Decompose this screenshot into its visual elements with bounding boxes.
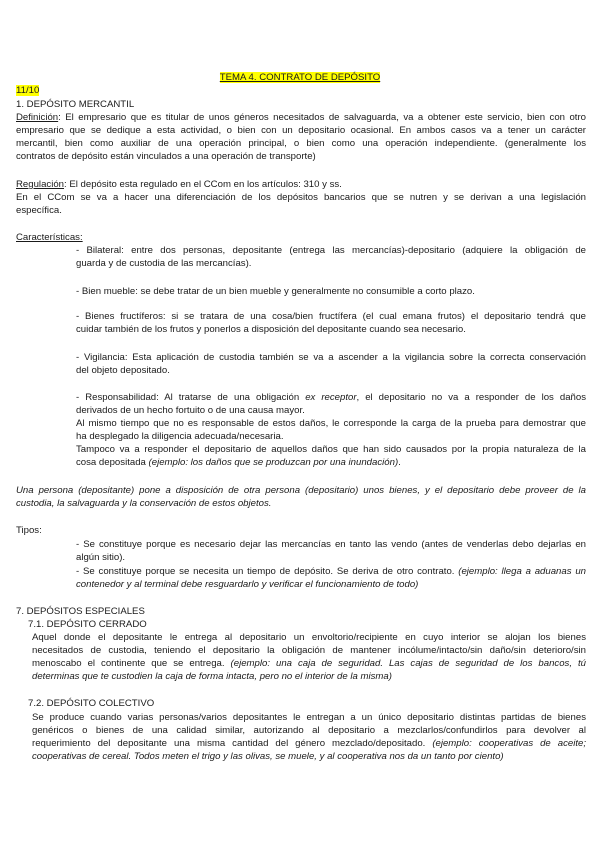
section7-2-heading: 7.2. DEPÓSITO COLECTIVO — [28, 698, 155, 709]
definition-paragraph: Definición: El empresario que es titular de unos géneros necesitados de salvaguarda, va a obtener este servicio, bien con otro empresario que se dedique a esta actividad, o bien con un depositario ocasional. En ambos casos va a tener un carácter mercantil, bien como auxiliar de una operación principal, o bien como una operación independiente. (generalmente los contratos de depósito están vinculados a una operación de transporte) — [16, 112, 586, 162]
tipo-2: - Se constituye porque se necesita un tiempo de depósito. Se deriva de otro contrato. (ejemplo: llega a aduanas un contenedor y al terminal debe resguardarlo y verificar el funcionamiento de todo) — [76, 566, 586, 590]
char-responsabilidad: - Responsabilidad: Al tratarse de una obligación ex receptor, el depositario no va a responder de los daños derivados de un hecho fortuito o de una causa mayor. Al mismo tiempo que no es responsable de estos daños, le corresponde la carga de la prueba para demostrar que ha desplegado la diligencia adecuada/necesaria. Tampoco va a responder el depositario de aquellos daños que han sido causados por la propia naturaleza de la cosa depositada (ejemplo: los daños que se produzcan por una inundación). — [76, 392, 586, 468]
summary-paragraph: Una persona (depositante) pone a disposición de otra persona (depositario) unos bienes, y el depositario debe proveer de la custodia, la salvaguarda y la conservación de estos objetos. — [16, 485, 586, 509]
characteristics-label: Características: — [16, 232, 83, 243]
section1-heading: 1. DEPÓSITO MERCANTIL — [16, 99, 135, 110]
char-bilateral: - Bilateral: entre dos personas, depositante (entrega las mercancías)-depositario (adquiere la obligación de guarda y de custodia de las mercancías). — [76, 245, 586, 269]
tipo-1: - Se constituye porque es necesario dejar las mercancías en tanto las vendo (antes de venderlas debo dejarlas en algún sitio). — [76, 539, 586, 563]
regulation-label: Regulación — [16, 179, 65, 190]
regulation-paragraph: Regulación: El depósito esta regulado en el CCom en los artículos: 310 y ss. En el CCom se va a hacer una diferenciación de los depósitos bancarios que se nutren y se derivan a una legislación específica. — [16, 179, 586, 216]
deposito-cerrado-paragraph: Aquel donde el depositante le entrega al depositario un envoltorio/recipiente en cuyo interior se alojan los bienes necesitados de custodia, teniendo el depositario la obligación de mantener incólume/intacto/sin daño/sin deterioro/sin menoscabo el continente que se entrega. (ejemplo: una caja de seguridad. Las cajas de seguridad de los bancos, tú determinas que te custodien la caja de forma intacta, pero no el interior de la misma) — [32, 632, 586, 682]
deposito-colectivo-paragraph: Se produce cuando varias personas/varios depositantes le entregan a un único depositario distintas partidas de bienes genéricos o bienes de una calidad similar, autorizando al depositario a mezclarlos/confundirlos para devolver al requerimiento del depositante una misma cantidad del género mezclado/depositado. (ejemplo: cooperativas de aceite; cooperativas de cereal. Todos meten el trigo y las olivas, se muele, y al cooperativa nos da un tanto por ciento) — [32, 712, 587, 762]
char-bienes-fructiferos: - Bienes fructíferos: si se tratara de una cosa/bien fructífera (el cual emana frutos) el depositario tendrá que cuidar también de los frutos y ponerlos a disposición del depositante cuando sea necesario. — [76, 311, 586, 335]
document-date: 11/10 — [16, 85, 40, 96]
document-title: TEMA 4. CONTRATO DE DEPÓSITO — [219, 72, 381, 83]
char-bien-mueble: - Bien mueble: se debe tratar de un bien mueble y generalmente no consumible a corto plazo. — [76, 286, 475, 297]
tipos-label: Tipos: — [16, 525, 42, 536]
char-vigilancia: - Vigilancia: Esta aplicación de custodia también se va a ascender a la vigilancia sobre la correcta conservación del objeto depositado. — [76, 352, 586, 376]
section7-heading: 7. DEPÓSITOS ESPECIALES — [16, 606, 145, 617]
section7-1-heading: 7.1. DEPÓSITO CERRADO — [28, 619, 147, 630]
definition-label: Definición — [16, 112, 59, 123]
